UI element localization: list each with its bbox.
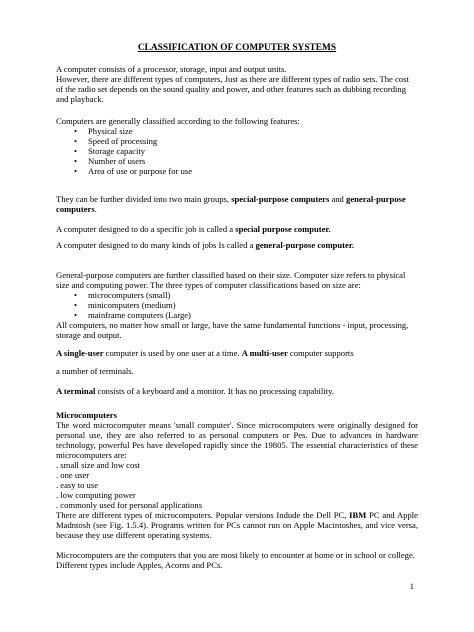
- features-list: [56, 126, 418, 176]
- general-purpose-definition: A computer designed to do many kinds of jobs Is called a general-purpose computer.: [56, 240, 355, 250]
- document-body: [56, 43, 418, 570]
- list-item: • microcomputers (small): [74, 290, 418, 300]
- fundamental-paragraph: All computers, no matter how small or large, have the same fundamental functions - input, processing, storage and output.: [56, 320, 409, 340]
- intro-line-1: A computer consists of a processor, storage, input and output units.: [56, 64, 287, 74]
- closing-paragraph: Microcomputers are the computers that you are most likely to encounter at home or in school or college. Different types include Apples, Acorns and PCs.: [56, 550, 415, 570]
- groups-paragraph: They can be further divided into two main groups, special-purpose computers and general-purpose computers.: [56, 194, 406, 214]
- list-item: • Number of users: [74, 156, 418, 166]
- list-item: . easy to use: [56, 480, 99, 490]
- list-item: . commonly used for personal applications: [56, 500, 203, 510]
- list-item: • minicomputers (medium): [74, 300, 418, 310]
- page-title: CLASSIFICATION OF COMPUTER SYSTEMS: [137, 43, 337, 53]
- micro-paragraph: The word microcomputer means 'small computer'. Since microcomputers were originally designed for personal use, they are also referred to as personal computers or Pes. Due to advances in hardware technology, powerful Pes have developed rapidly since the 19805. The essential characteristics of these microcomputers are:: [56, 420, 418, 460]
- section-heading: Microcomputers: [56, 410, 117, 420]
- list-item: . one user: [56, 470, 90, 480]
- list-item: . low computing power: [56, 490, 136, 500]
- page-number: 1: [409, 581, 414, 591]
- terminal-definition: A terminal consists of a keyboard and a monitor. It has no processing capability.: [56, 386, 334, 396]
- list-item: • Storage capacity: [74, 146, 418, 156]
- intro-line-2: However, there are different types of computers, Just as there are different types of radio sets. The cost of the radio set depends on the sound quality and power, and other features such as dubbing recording and playback.: [56, 74, 409, 104]
- versions-paragraph: There are different types of microcomputers. Popular versions Indude the Dell PC, IBM PC and Apple Madntosh (see Fig. 1.5.4). Programs written for PCs cannot run on Apple Macintoshes, and vice versa, because they use different operating systems.: [56, 510, 418, 540]
- list-item: • Speed of processing: [74, 136, 418, 146]
- terminals-line: a number of terminals.: [56, 366, 134, 376]
- features-intro: Computers are generally classified according to the following features:: [56, 116, 300, 126]
- size-types-list: [56, 290, 418, 320]
- micro-characteristics: [56, 460, 418, 510]
- special-purpose-definition: A computer designed to do a specific job is called a special purpose computer.: [56, 224, 331, 234]
- list-item: . small size and low cost: [56, 460, 141, 470]
- size-paragraph: General-purpose computers are further classified based on their size. Computer size refers to physical size and computing power. The three types of computer classifications based on size are:: [56, 270, 406, 290]
- single-user-paragraph: A single-user computer is used by one user at a time. A multi-user computer supports: [56, 348, 354, 358]
- list-item: • mainframe computers (Large): [74, 310, 418, 320]
- list-item: • Physical size: [74, 126, 418, 136]
- list-item: • Area of use or purpose for use: [74, 166, 418, 176]
